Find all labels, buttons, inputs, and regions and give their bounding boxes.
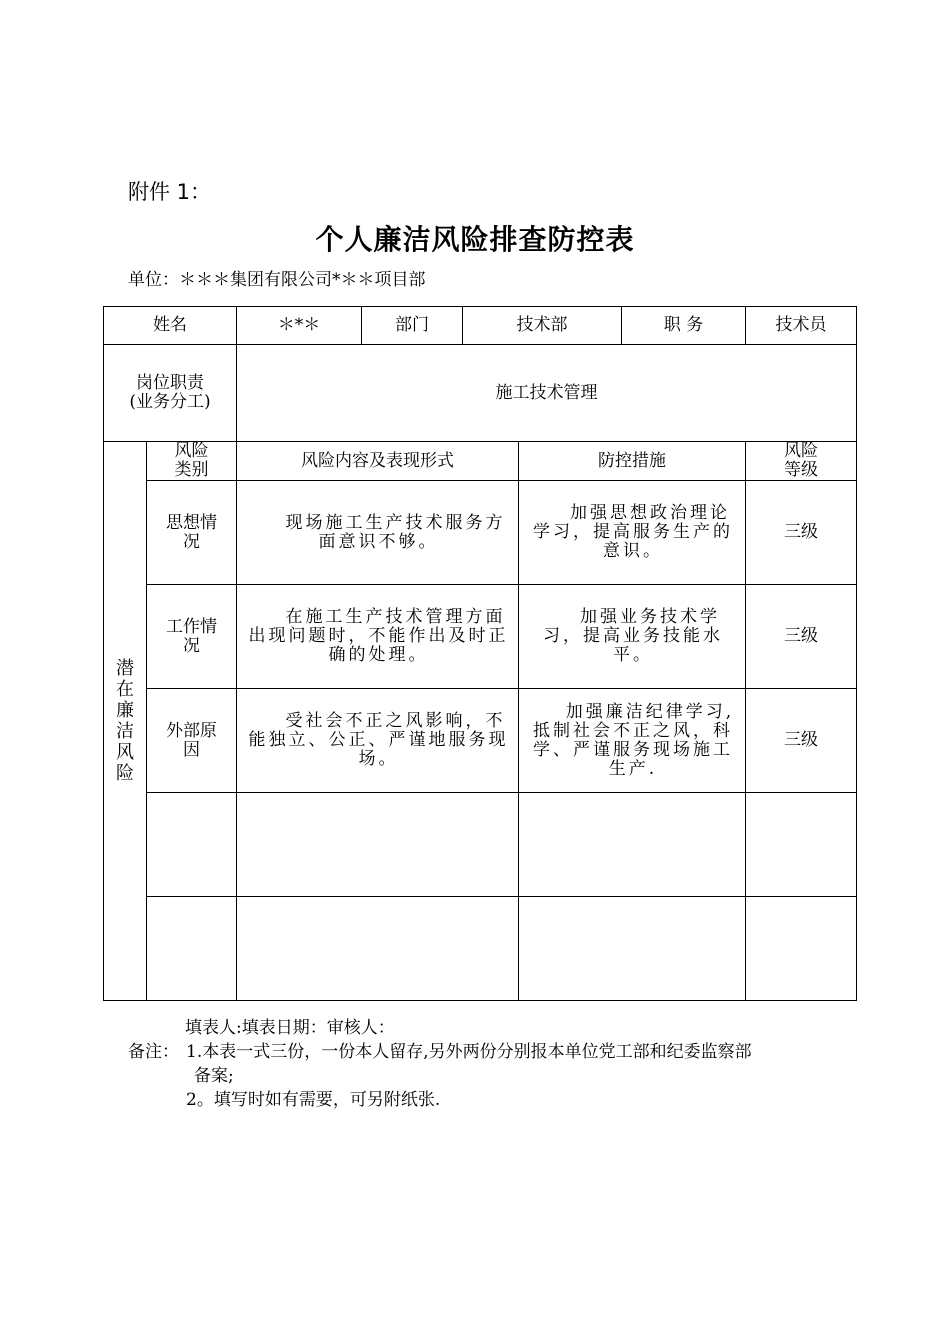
measures-header: 防控措施 <box>519 442 746 481</box>
category-header <box>147 442 237 481</box>
note-2 <box>128 1088 752 1112</box>
risk-row <box>104 481 857 585</box>
potential-risk-text: 潜在廉洁风险 <box>116 658 134 784</box>
empty-cell <box>237 793 519 897</box>
empty-cell <box>237 897 519 1001</box>
note-1 <box>128 1040 752 1064</box>
risk-level: 三级 <box>746 689 857 793</box>
empty-cell <box>147 897 237 1001</box>
risk-content-text: 现场施工生产技术服务方面意识不够。 <box>285 512 506 552</box>
note-2-text: 2。填写时如有需要，可另附纸张. <box>186 1090 441 1110</box>
note-1-continuation <box>128 1064 752 1088</box>
empty-cell <box>746 793 857 897</box>
risk-header-row <box>104 442 857 481</box>
name-value: ＊*＊ <box>237 307 362 345</box>
risk-measures-text: 加强思想政治理论学习，提高服务生产的意识。 <box>533 503 733 561</box>
risk-category-text: 工作情况 <box>166 616 217 656</box>
position-value: 技术员 <box>746 307 857 345</box>
category-header-line2: 类别 <box>174 460 209 480</box>
level-header <box>746 442 857 481</box>
level-header-line1: 风险 <box>784 441 818 461</box>
risk-level: 三级 <box>746 481 857 585</box>
duty-label-line2: (业务分工) <box>129 392 211 412</box>
category-header-line1: 风险 <box>174 441 209 461</box>
risk-content <box>237 689 519 793</box>
position-label: 职 务 <box>622 307 746 345</box>
unit-line: 单位：＊＊＊集团有限公司*＊＊项目部 <box>128 270 426 290</box>
duty-row <box>104 345 857 442</box>
note-1-line1: 1.本表一式三份，一份本人留存,另外两份分别报本单位党工部和纪委监察部 <box>186 1042 752 1062</box>
dept-value: 技术部 <box>463 307 622 345</box>
filler-line: 填表人:填表日期：审核人： <box>185 1018 395 1038</box>
empty-cell <box>746 897 857 1001</box>
content-header: 风险内容及表现形式 <box>237 442 519 481</box>
empty-risk-row <box>104 793 857 897</box>
page-title: 个人廉洁风险排查防控表 <box>315 223 635 256</box>
empty-cell <box>519 897 746 1001</box>
notes-label: 备注： <box>128 1042 179 1062</box>
risk-category-text: 思想情况 <box>166 512 217 552</box>
note-1-line2: 备案; <box>194 1066 234 1086</box>
risk-measures <box>519 689 746 793</box>
risk-measures <box>519 481 746 585</box>
duty-label-line1: 岗位职责 <box>136 373 204 393</box>
risk-row <box>104 585 857 689</box>
risk-measures-text: 加强业务技术学习，提高业务技能水平。 <box>543 607 723 665</box>
risk-level: 三级 <box>746 585 857 689</box>
level-header-line2: 等级 <box>784 460 818 480</box>
duty-label <box>104 345 237 442</box>
risk-row <box>104 689 857 793</box>
empty-risk-row <box>104 897 857 1001</box>
notes-block <box>128 1040 752 1112</box>
risk-content <box>237 585 519 689</box>
risk-category-text: 外部原因 <box>166 720 217 760</box>
risk-table <box>103 306 857 1001</box>
risk-category <box>147 481 237 585</box>
name-label: 姓名 <box>104 307 237 345</box>
risk-category <box>147 689 237 793</box>
risk-content-text: 在施工生产技术管理方面出现问题时，不能作出及时正确的处理。 <box>248 607 509 665</box>
risk-content-text: 受社会不正之风影响，不能独立、公正、严谨地服务现场。 <box>248 711 509 769</box>
risk-content <box>237 481 519 585</box>
empty-cell <box>519 793 746 897</box>
risk-measures-text: 加强廉洁纪律学习,抵制社会不正之风，科学、严谨服务现场施工生产. <box>533 701 735 779</box>
risk-category <box>147 585 237 689</box>
duty-value: 施工技术管理 <box>237 345 857 442</box>
dept-label: 部门 <box>362 307 463 345</box>
risk-measures <box>519 585 746 689</box>
empty-cell <box>147 793 237 897</box>
attachment-label: 附件 1： <box>128 180 212 204</box>
potential-risk-label <box>104 442 147 1001</box>
info-row <box>104 307 857 345</box>
